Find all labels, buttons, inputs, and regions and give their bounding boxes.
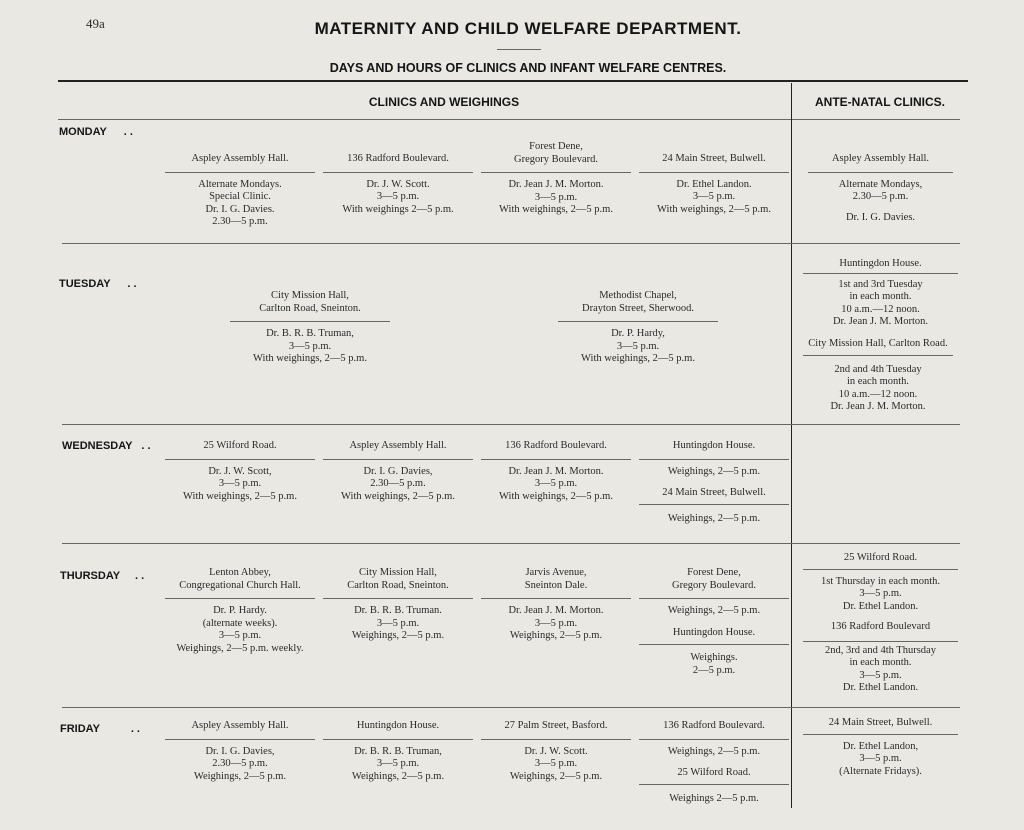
day-monday: MONDAY . . (59, 126, 133, 138)
day-thursday: THURSDAY . . (60, 570, 145, 582)
thursday-cell-city-mission: City Mission Hall, Carlton Road, Sneinton. Dr. B. R. B. Truman. 3—5 p.m. Weighings, 2—5 p.m. (323, 567, 473, 643)
monday-cell-aspley: Aspley Assembly Hall. Alternate Mondays. Special Clinic. Dr. I. G. Davies. 2.30—5 p.m. (165, 153, 315, 229)
separator-mon-tue (62, 243, 960, 244)
friday-antenatal-bulwell: 24 Main Street, Bulwell. Dr. Ethel Landon, 3—5 p.m. (Alternate Fridays). (803, 717, 958, 778)
day-friday: FRIDAY . . (60, 723, 140, 735)
page-number: 49a (86, 16, 105, 31)
header-rule (58, 80, 968, 82)
monday-antenatal-aspley: Aspley Assembly Hall. Alternate Mondays, 2.30—5 p.m. Dr. I. G. Davies. (808, 153, 953, 224)
friday-cell-aspley: Aspley Assembly Hall. Dr. I. G. Davies, 2.30—5 p.m. Weighings, 2—5 p.m. (165, 720, 315, 783)
friday-cell-palm-street: 27 Palm Street, Basford. Dr. J. W. Scott. 3—5 p.m. Weighings, 2—5 p.m. (481, 720, 631, 783)
friday-cell-huntingdon: Huntingdon House. Dr. B. R. B. Truman, 3—5 p.m. Weighings, 2—5 p.m. (323, 720, 473, 783)
section-clinics-heading: CLINICS AND WEIGHINGS (368, 95, 520, 109)
wednesday-cell-wilford: 25 Wilford Road. Dr. J. W. Scott, 3—5 p.m. With weighings, 2—5 p.m. (165, 440, 315, 503)
thursday-cell-jarvis-avenue: Jarvis Avenue, Sneinton Dale. Dr. Jean J. M. Morton. 3—5 p.m. Weighings, 2—5 p.m. (481, 567, 631, 643)
thursday-antenatal: 25 Wilford Road. 1st Thursday in each month. 3—5 p.m. Dr. Ethel Landon. 136 Radford Boulevard 2nd, 3rd and 4th Thursday in each month. 3—5 p.m. Dr. Ethel Landon. (803, 552, 958, 695)
separator-tue-wed (62, 424, 960, 425)
section-rule (58, 119, 960, 120)
section-antenatal-heading: ANTE-NATAL CLINICS. (815, 95, 945, 109)
monday-cell-forest-dene: Forest Dene, Gregory Boulevard. Dr. Jean J. M. Morton. 3—5 p.m. With weighings, 2—5 p.m. (481, 141, 631, 217)
day-tuesday: TUESDAY . . (59, 278, 137, 290)
monday-cell-bulwell: 24 Main Street, Bulwell. Dr. Ethel Landon. 3—5 p.m. With weighings, 2—5 p.m. (639, 153, 789, 216)
tuesday-cell-city-mission: City Mission Hall, Carlton Road, Sneinton. Dr. B. R. B. Truman, 3—5 p.m. With weighings, 2—5 p.m. (230, 290, 390, 366)
day-wednesday: WEDNESDAY . . (62, 440, 151, 452)
thursday-cell-forest-dene-huntingdon: Forest Dene, Gregory Boulevard. Weighings, 2—5 p.m. Huntingdon House. Weighings. 2—5 p.m. (639, 567, 789, 677)
wednesday-cell-aspley: Aspley Assembly Hall. Dr. I. G. Davies, 2.30—5 p.m. With weighings, 2—5 p.m. (323, 440, 473, 503)
separator-thu-fri (62, 707, 960, 708)
monday-cell-radford: 136 Radford Boulevard. Dr. J. W. Scott. 3—5 p.m. With weighings 2—5 p.m. (323, 153, 473, 216)
page-subtitle: DAYS AND HOURS OF CLINICS AND INFANT WELFARE CENTRES. (329, 61, 727, 75)
title-divider (497, 49, 541, 50)
separator-wed-thu (62, 543, 960, 544)
antenatal-column-divider (791, 83, 792, 808)
friday-cell-radford-wilford: 136 Radford Boulevard. Weighings, 2—5 p.m. 25 Wilford Road. Weighings 2—5 p.m. (639, 720, 789, 805)
thursday-cell-lenton-abbey: Lenton Abbey, Congregational Church Hall. Dr. P. Hardy. (alternate weeks). 3—5 p.m. Weighings, 2—5 p.m. weekly. (165, 567, 315, 655)
tuesday-antenatal-city-mission: City Mission Hall, Carlton Road. 2nd and 4th Tuesday in each month. 10 a.m.—12 noon. Dr. Jean J. M. Morton. (793, 338, 963, 414)
tuesday-antenatal-huntingdon: Huntingdon House. 1st and 3rd Tuesday in each month. 10 a.m.—12 noon. Dr. Jean J. M. Morton. (803, 258, 958, 329)
wednesday-cell-huntingdon-bulwell: Huntingdon House. Weighings, 2—5 p.m. 24 Main Street, Bulwell. Weighings, 2—5 p.m. (639, 440, 789, 525)
tuesday-cell-methodist: Methodist Chapel, Drayton Street, Sherwood. Dr. P. Hardy, 3—5 p.m. With weighings, 2—5 p.m. (558, 290, 718, 366)
page-title: MATERNITY AND CHILD WELFARE DEPARTMENT. (314, 19, 742, 38)
wednesday-cell-radford: 136 Radford Boulevard. Dr. Jean J. M. Morton. 3—5 p.m. With weighings, 2—5 p.m. (481, 440, 631, 503)
